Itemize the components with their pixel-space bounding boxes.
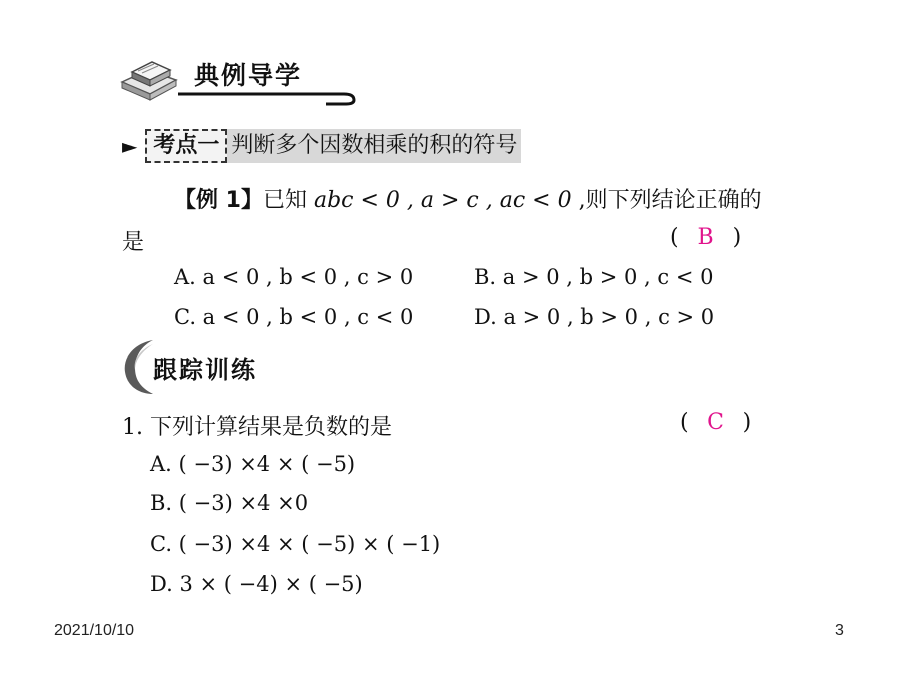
book-stack-icon bbox=[118, 52, 180, 102]
triangle-marker-icon: ► bbox=[122, 134, 138, 158]
example-prefix: 已知 bbox=[262, 188, 314, 213]
footer-date: 2021/10/10 bbox=[54, 622, 135, 639]
example-1-option-c: C. a < 0 , b < 0 , c < 0 bbox=[174, 305, 414, 329]
example-1-option-a: A. a < 0 , b < 0 , c > 0 bbox=[174, 265, 414, 289]
topic-text: 判断多个因数相乘的积的符号 bbox=[227, 129, 521, 163]
topic-tag: 考点一 bbox=[145, 129, 227, 163]
question-1-option-c: C. ( −3) ×4 × ( −5) × ( −1) bbox=[150, 532, 441, 556]
page-number: 3 bbox=[835, 622, 844, 639]
example-1-answer: ( B ) bbox=[670, 225, 742, 250]
section-title: 典例导学 bbox=[194, 61, 303, 90]
section-header-examples bbox=[118, 50, 358, 106]
example-1-line-1 bbox=[174, 183, 762, 214]
question-1-option-d: D. 3 × ( −4) × ( −5) bbox=[150, 572, 363, 596]
section-title: 跟踪训练 bbox=[153, 356, 257, 384]
question-1-answer: ( C ) bbox=[680, 410, 752, 435]
question-1-option-a: A. ( −3) ×4 × ( −5) bbox=[150, 452, 356, 476]
section-underline bbox=[176, 90, 356, 106]
example-suffix: ,则下列结论正确的 bbox=[571, 188, 762, 213]
example-1-line-2: 是 bbox=[122, 230, 145, 255]
example-condition: abc < 0 , a > c , ac < 0 bbox=[313, 188, 572, 213]
topic-line bbox=[122, 128, 521, 164]
example-tag: 【例 1】 bbox=[174, 188, 263, 213]
example-1-option-d: D. a > 0 , b > 0 , c > 0 bbox=[474, 305, 715, 329]
question-1-option-b: B. ( −3) ×4 ×0 bbox=[150, 491, 309, 515]
question-1-text: 1. 下列计算结果是负数的是 bbox=[122, 415, 392, 440]
example-1-option-b: B. a > 0 , b > 0 , c < 0 bbox=[474, 265, 714, 289]
answer-value: C bbox=[707, 410, 725, 435]
section-header-practice bbox=[123, 338, 293, 396]
answer-value: B bbox=[697, 225, 714, 250]
